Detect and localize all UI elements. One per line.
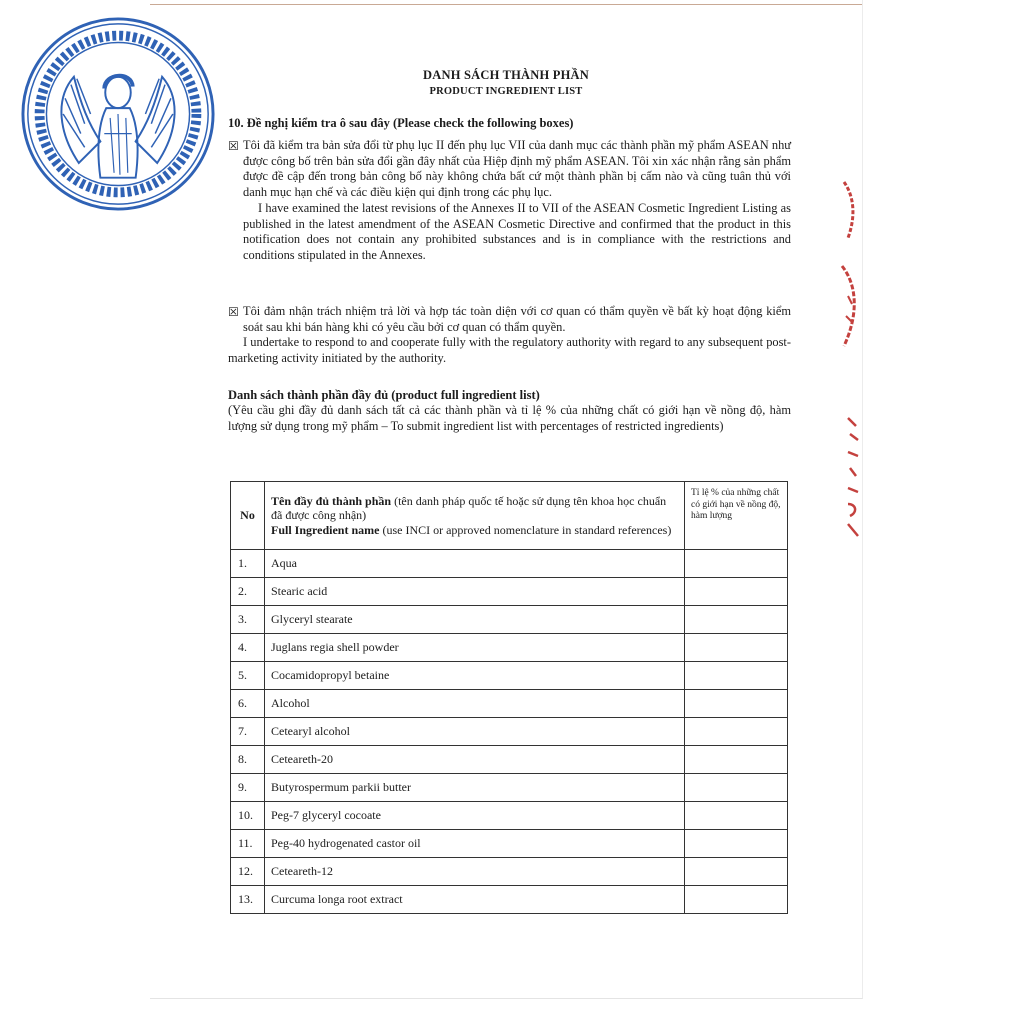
ingredient-percentage	[685, 662, 788, 690]
table-row	[231, 634, 788, 662]
row-number: 4.	[231, 634, 265, 662]
table-row	[231, 802, 788, 830]
ingredient-name: Peg-40 hydrogenated castor oil	[265, 830, 685, 858]
col-name-vi-rest: (tên danh pháp quốc tế hoặc sử dụng tên khoa học chuẩn đã được công nhận)	[271, 493, 667, 523]
table-row	[231, 550, 788, 578]
ingredient-percentage	[685, 802, 788, 830]
full-list-note: (Yêu cầu ghi đầy đủ danh sách tất cả các thành phần và tỉ lệ % của những chất có giới hạn về nồng độ, hàm lượng sử dụng trong mỹ phẩm – To submit ingredient list with percentages of restricted ingredients)	[228, 403, 791, 433]
ingredient-percentage	[685, 578, 788, 606]
ingredient-name: Cocamidopropyl betaine	[265, 662, 685, 690]
column-header-name	[265, 482, 685, 550]
table-row	[231, 690, 788, 718]
declaration-2-vi: Tôi đảm nhận trách nhiệm trả lời và hợp tác toàn diện với cơ quan có thẩm quyền về bất kỳ hoạt động kiểm soát sau khi bán hàng khi có yêu cầu bởi cơ quan có thẩm quyền.	[243, 304, 791, 334]
ingredient-percentage	[685, 718, 788, 746]
full-list-heading: Danh sách thành phần đầy đủ (product full ingredient list)	[228, 388, 540, 402]
ingredient-name: Cetearyl alcohol	[265, 718, 685, 746]
row-number: 5.	[231, 662, 265, 690]
ingredient-percentage	[685, 746, 788, 774]
ingredient-percentage	[685, 830, 788, 858]
row-number: 7.	[231, 718, 265, 746]
red-seal-fragment	[838, 176, 862, 366]
table-row	[231, 578, 788, 606]
ingredient-percentage	[685, 774, 788, 802]
ingredient-name: Juglans regia shell powder	[265, 634, 685, 662]
table-row	[231, 830, 788, 858]
table-header-row	[231, 482, 788, 550]
angel-stamp-logo	[20, 16, 216, 212]
row-number: 8.	[231, 746, 265, 774]
ingredient-name: Glyceryl stearate	[265, 606, 685, 634]
ingredient-percentage	[685, 634, 788, 662]
row-number: 10.	[231, 802, 265, 830]
table-row	[231, 662, 788, 690]
row-number: 1.	[231, 550, 265, 578]
row-number: 12.	[231, 858, 265, 886]
table-row	[231, 718, 788, 746]
ingredient-table	[230, 481, 788, 914]
row-number: 3.	[231, 606, 265, 634]
row-number: 9.	[231, 774, 265, 802]
ingredient-name: Ceteareth-20	[265, 746, 685, 774]
declaration-item-1	[228, 138, 791, 264]
checked-box-icon[interactable]: ☒	[228, 139, 239, 153]
column-header-percentage: Tỉ lệ % của những chất có giới hạn về nồng độ, hàm lượng	[685, 482, 788, 550]
table-row	[231, 886, 788, 914]
ingredient-name: Aqua	[265, 550, 685, 578]
row-number: 6.	[231, 690, 265, 718]
declaration-2-en: I undertake to respond to and cooperate fully with the regulatory authority with regard to any subsequent post-marketing activity initiated by the authority.	[228, 335, 791, 366]
ingredient-percentage	[685, 550, 788, 578]
top-rule	[150, 4, 862, 5]
row-number: 2.	[231, 578, 265, 606]
ingredient-percentage	[685, 858, 788, 886]
checked-box-icon[interactable]: ☒	[228, 305, 239, 319]
row-number: 11.	[231, 830, 265, 858]
document-title-vi: DANH SÁCH THÀNH PHẦN	[423, 68, 589, 82]
section-heading: 10. Đề nghị kiểm tra ô sau đây (Please check the following boxes)	[228, 116, 574, 130]
row-number: 13.	[231, 886, 265, 914]
col-name-vi-bold: Tên đầy đủ thành phần	[271, 493, 392, 508]
table-row	[231, 746, 788, 774]
declaration-1-en: I have examined the latest revisions of the Annexes II to VII of the ASEAN Cosmetic Ingredient Listing as published in the latest amendment of the ASEAN Cosmetic Directive and confirmed that the product in this notification does not contain any prohibited substances and is in compliance with the restrictions and conditions stipulated in the Annexes.	[243, 200, 791, 262]
declaration-item-2	[228, 304, 791, 367]
table-row	[231, 606, 788, 634]
ingredient-name: Ceteareth-12	[265, 858, 685, 886]
ingredient-name: Curcuma longa root extract	[265, 886, 685, 914]
document-page	[150, 0, 863, 999]
table-row	[231, 858, 788, 886]
red-signature-mark	[842, 412, 864, 542]
ingredient-percentage	[685, 690, 788, 718]
table-row	[231, 774, 788, 802]
declaration-1-vi: Tôi đã kiểm tra bản sửa đổi từ phụ lục II đến phụ lục VII của danh mục các thành phần mỹ phẩm ASEAN như được công bố trên bản sửa đổi gần đây nhất của Hiệp định mỹ phẩm ASEAN. Tôi xin xác nhận rằng sản phẩm được đề cập đến trong bản công bố này không chứa bất cứ một thành phần bị cấm nào và cũng tuân thủ với danh mục hạn chế và các điều kiện qui định trong các phụ lục.	[243, 138, 791, 200]
column-header-no: No	[231, 482, 265, 550]
ingredient-name: Peg-7 glyceryl cocoate	[265, 802, 685, 830]
ingredient-percentage	[685, 886, 788, 914]
document-title-en: PRODUCT INGREDIENT LIST	[429, 86, 583, 97]
ingredient-name: Butyrospermum parkii butter	[265, 774, 685, 802]
ingredient-name: Alcohol	[265, 690, 685, 718]
ingredient-name: Stearic acid	[265, 578, 685, 606]
col-name-en-bold: Full Ingredient name	[271, 522, 380, 537]
col-name-en-rest: (use INCI or approved nomenclature in standard references)	[379, 522, 672, 537]
ingredient-percentage	[685, 606, 788, 634]
